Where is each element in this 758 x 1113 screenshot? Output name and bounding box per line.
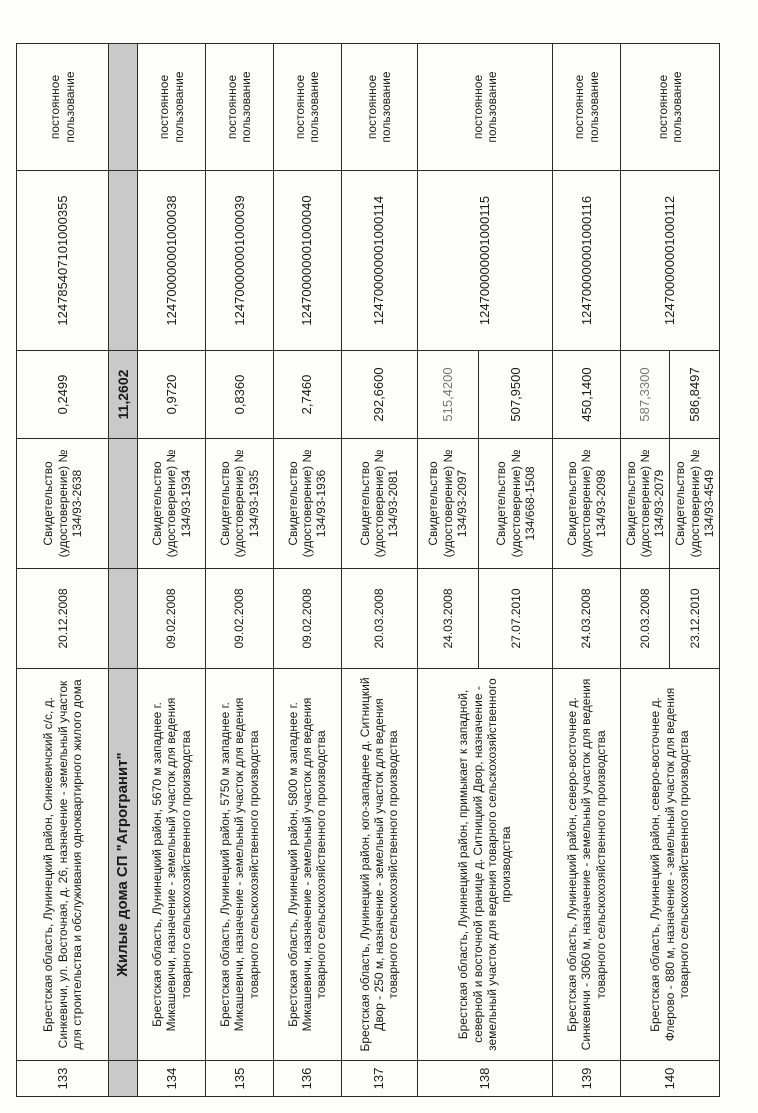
table-row (417, 44, 479, 1097)
table-row (553, 44, 621, 1097)
area-value: 0,9720 (138, 351, 206, 439)
land-plots-table (16, 43, 720, 1097)
certificate-2: Свидетельство (удостоверение) № 134/93-4549 (670, 439, 720, 569)
certificate: Свидетельство (удостоверение) № 134/93-1936 (273, 439, 341, 569)
plot-description: Брестская область, Лунинецкий район, примыкает к западной, северной и восточной границе д. Ситницкий Двор, назначение - земельный участок для ведения товарного сельскохозяйственного производства (417, 669, 553, 1061)
table-row (620, 44, 669, 1097)
right-type: постоянное пользование (206, 44, 274, 171)
area-value: 292,6600 (341, 351, 417, 439)
certificate: Свидетельство (удостоверение) № 134/93-2638 (17, 439, 109, 569)
row-number: 137 (341, 1061, 417, 1097)
right-type: постоянное пользование (553, 44, 621, 171)
section-title: Жилые дома СП "Агрогранит" (109, 669, 138, 1061)
section-total: 11,2602 (109, 351, 138, 439)
registration-date: 09.02.2008 (273, 569, 341, 669)
certificate-2: Свидетельство (удостоверение) № 134/668-1508 (479, 439, 553, 569)
registration-date: 09.02.2008 (206, 569, 274, 669)
plot-description: Брестская область, Лунинецкий район, юго-западнее д. Ситницкий Двор - 250 м, назначение - земельный участок для ведения товарного сельскохозяйственного производства (341, 669, 417, 1061)
cadastral-number: 124700000001000038 (138, 171, 206, 351)
certificate: Свидетельство (удостоверение) № 134/93-1935 (206, 439, 274, 569)
registration-date: 09.02.2008 (138, 569, 206, 669)
right-type: постоянное пользование (341, 44, 417, 171)
registration-date: 20.03.2008 (620, 569, 669, 669)
area-value-2: 507,9500 (479, 351, 553, 439)
area-value: 450,1400 (553, 351, 621, 439)
table-row (206, 44, 274, 1097)
certificate: Свидетельство (удостоверение) № 134/93-2097 (417, 439, 479, 569)
section-header-row (109, 44, 138, 1097)
section-spacer (109, 439, 138, 569)
row-number: 133 (17, 1061, 109, 1097)
table-row (273, 44, 341, 1097)
certificate: Свидетельство (удостоверение) № 134/93-2081 (341, 439, 417, 569)
area-value: 0,2499 (17, 351, 109, 439)
row-number: 136 (273, 1061, 341, 1097)
certificate: Свидетельство (удостоверение) № 134/93-1934 (138, 439, 206, 569)
registration-date-2: 27.07.2010 (479, 569, 553, 669)
section-spacer (109, 569, 138, 669)
row-number: 138 (417, 1061, 553, 1097)
certificate: Свидетельство (удостоверение) № 134/93-2079 (620, 439, 669, 569)
plot-description: Брестская область, Лунинецкий район, Синкевичский с/с, д. Синкевичи, ул. Восточная, д. 26, назначение - земельный участок для строительства и обслуживания одноквартирного жилого дома (17, 669, 109, 1061)
section-spacer (109, 1061, 138, 1097)
area-value-2: 586,8497 (670, 351, 720, 439)
right-type: постоянное пользование (17, 44, 109, 171)
table-row (341, 44, 417, 1097)
certificate: Свидетельство (удостоверение) № 134/93-2098 (553, 439, 621, 569)
row-number: 135 (206, 1061, 274, 1097)
section-spacer (109, 44, 138, 171)
area-value: 515,4200 (417, 351, 479, 439)
cadastral-number: 124700000001000116 (553, 171, 621, 351)
plot-description: Брестская область, Лунинецкий район, северо-восточнее д. Флерово - 880 м, назначение - земельный участок для ведения товарного сельскохозяйственного производства (620, 669, 719, 1061)
area-value: 587,3300 (620, 351, 669, 439)
plot-description: Брестская область, Лунинецкий район, 5670 м западнее г. Микашевичи, назначение - земельный участок для ведения товарного сельскохозяйственного производства (138, 669, 206, 1061)
cadastral-number: 124700000001000039 (206, 171, 274, 351)
cadastral-number: 124700000001000040 (273, 171, 341, 351)
right-type: постоянное пользование (138, 44, 206, 171)
registration-date-2: 23.12.2010 (670, 569, 720, 669)
cadastral-number: 124700000001000114 (341, 171, 417, 351)
area-value: 0,8360 (206, 351, 274, 439)
row-number: 134 (138, 1061, 206, 1097)
right-type: постоянное пользование (273, 44, 341, 171)
row-number: 139 (553, 1061, 621, 1097)
area-value: 2,7460 (273, 351, 341, 439)
registration-date: 20.12.2008 (17, 569, 109, 669)
cadastral-number: 124700000001000112 (620, 171, 719, 351)
cadastral-number: 124785407101000355 (17, 171, 109, 351)
row-number: 140 (620, 1061, 719, 1097)
plot-description: Брестская область, Лунинецкий район, 5800 м западнее г. Микашевичи, назначение - земельный участок для ведения товарного сельскохозяйственного производства (273, 669, 341, 1061)
registration-date: 24.03.2008 (417, 569, 479, 669)
registration-date: 20.03.2008 (341, 569, 417, 669)
rotated-table-container (16, 44, 720, 1097)
plot-description: Брестская область, Лунинецкий район, северо-восточнее д. Синкевичи - 3060 м, назначение - земельный участок для ведения товарного сельскохозяйственного производства (553, 669, 621, 1061)
cadastral-number: 124700000001000115 (417, 171, 553, 351)
plot-description: Брестская область, Лунинецкий район, 5750 м западнее г. Микашевичи, назначение - земельный участок для ведения товарного сельскохозяйственного производства (206, 669, 274, 1061)
right-type: постоянное пользование (417, 44, 553, 171)
table-row (138, 44, 206, 1097)
table-row (17, 44, 109, 1097)
right-type: постоянное пользование (620, 44, 719, 171)
section-spacer (109, 171, 138, 351)
registration-date: 24.03.2008 (553, 569, 621, 669)
